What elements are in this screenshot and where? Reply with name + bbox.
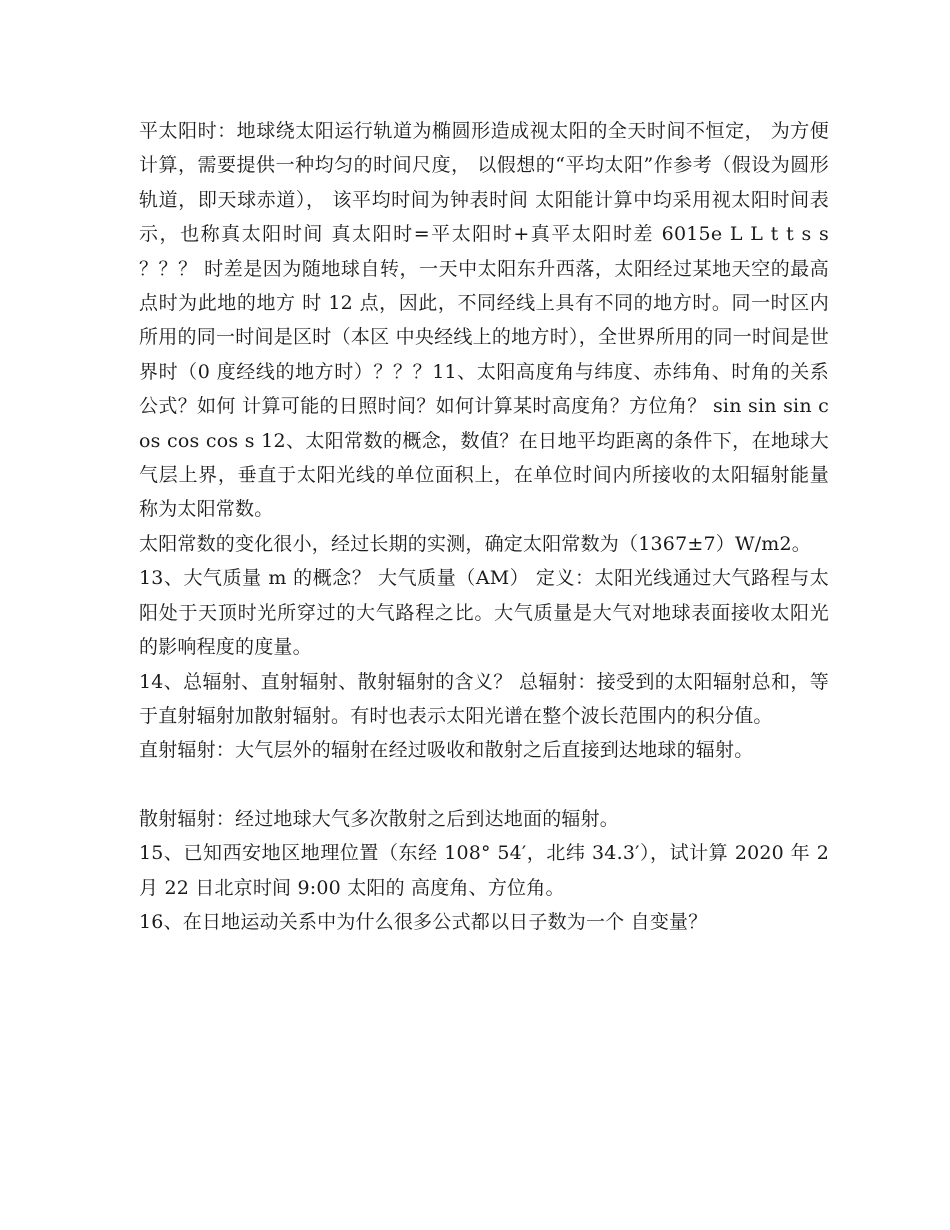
paragraph-spacer	[139, 768, 829, 802]
document-body	[139, 114, 829, 939]
paragraph-question-16: 16、在日地运动关系中为什么很多公式都以日子数为一个 自变量？	[139, 910, 708, 933]
paragraph-total-radiation: 14、总辐射、直射辐射、散射辐射的含义？ 总辐射：接受到的太阳辐射总和，等于直射辐射加散射辐射。有时也表示太阳光谱在整个波长范围内的积分值。	[139, 670, 829, 727]
paragraph-solar-time: 平太阳时：地球绕太阳运行轨道为椭圆形造成视太阳的全天时间不恒定， 为方便计算，需要提供一种均匀的时间尺度， 以假想的“平均太阳”作参考（假设为圆形轨道，即天球赤道）， 该平均时间为钟表时间 太阳能计算中均采用视太阳时间表示，也称真太阳时间 真太阳时=平太阳时+真平太阳时差 6015e L L t t s s ？？？ 时差是因为随地球自转，一天中太阳东升西落，太阳经过某地天空的最高点时为此地的地方 时 12 点，因此，不同经线上具有不同的地方时。同一时区内所用的同一时间是区时（本区 中央经线上的地方时），全世界所用的同一时间是世界时（0 度经线的地方时）？？？11、太阳高度角与纬度、赤纬角、时角的关系公式？如何 计算可能的日照时间？如何计算某时高度角？方位角？ sin sin sin cos cos cos s 12、太阳常数的概念，数值？在日地平均距离的条件下，在地球大气层上界，垂直于太阳光线的单位面积上，在单位时间内所接收的太阳辐射能量称为太阳常数。	[139, 120, 829, 521]
paragraph-question-15: 15、已知西安地区地理位置（东经 108° 54′，北纬 34.3′），试计算 2020 年 2 月 22 日北京时间 9:00 太阳的 高度角、方位角。	[139, 842, 829, 899]
paragraph-direct-radiation: 直射辐射：大气层外的辐射在经过吸收和散射之后直接到达地球的辐射。	[139, 739, 754, 762]
paragraph-air-mass: 13、大气质量 m 的概念？ 大气质量（AM） 定义：太阳光线通过大气路程与太阳处于天顶时光所穿过的大气路程之比。大气质量是大气对地球表面接收太阳光的影响程度的度量。	[139, 567, 829, 659]
paragraph-solar-constant: 太阳常数的变化很小，经过长期的实测，确定太阳常数为（1367±7）W/m2。	[139, 532, 811, 555]
paragraph-diffuse-radiation: 散射辐射：经过地球大气多次散射之后到达地面的辐射。	[139, 807, 620, 830]
